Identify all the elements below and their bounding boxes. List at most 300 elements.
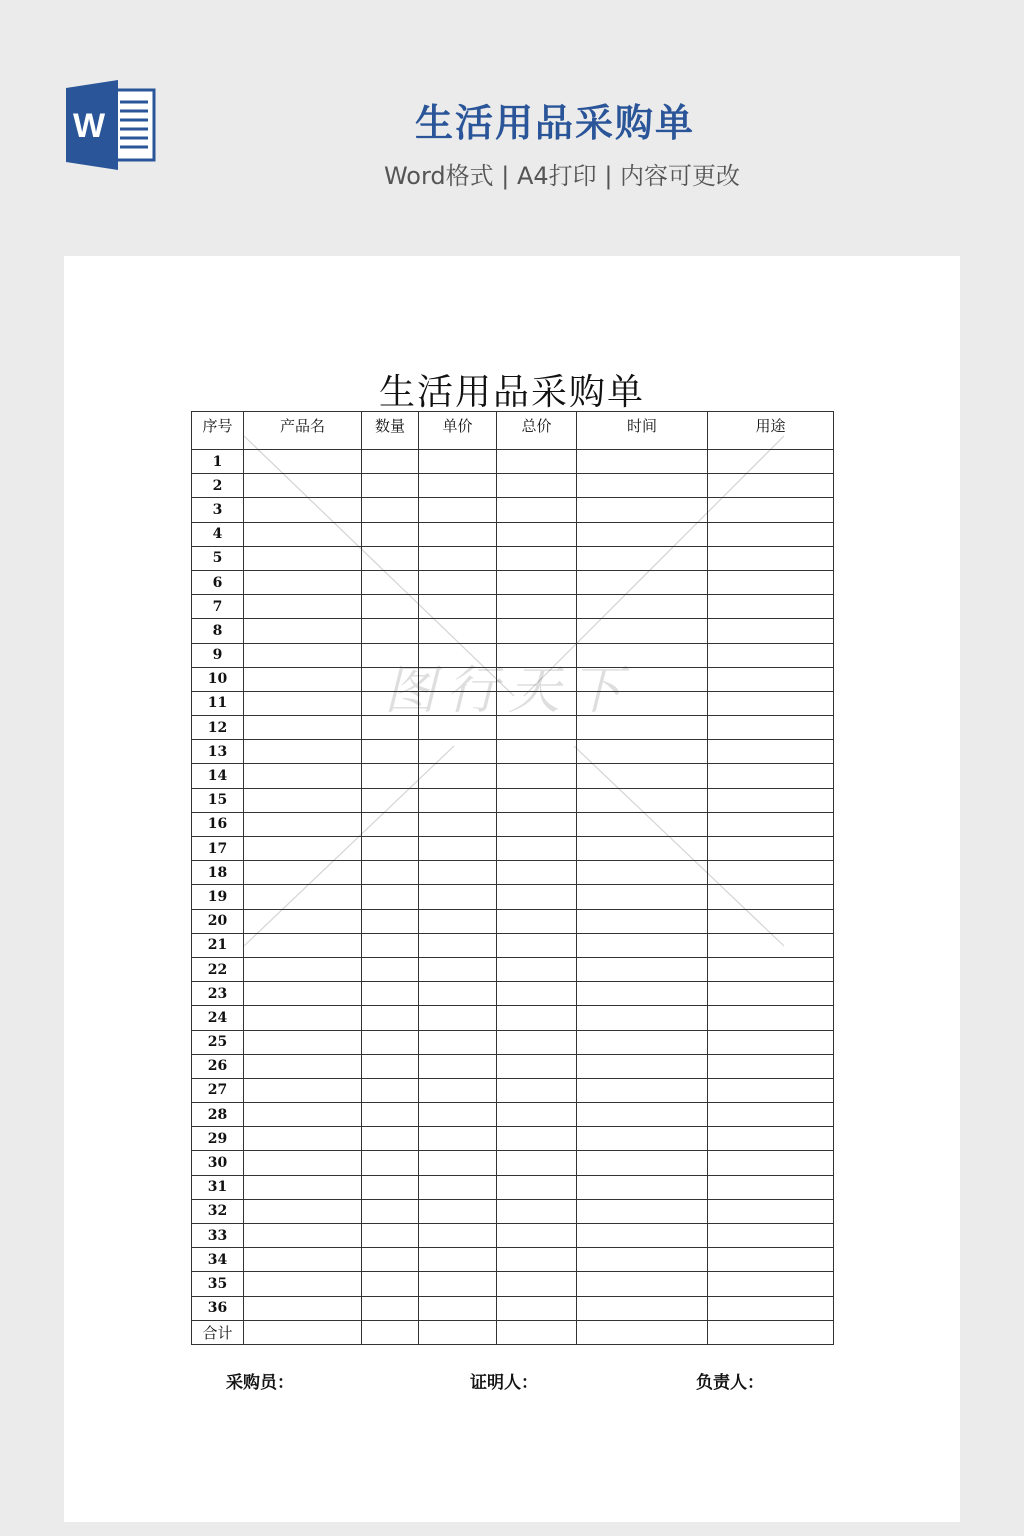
table-cell[interactable] — [497, 667, 577, 691]
row-number: 11 — [192, 691, 244, 715]
table-cell[interactable] — [577, 1224, 708, 1248]
table-cell[interactable] — [244, 837, 362, 861]
table-cell[interactable] — [419, 1224, 497, 1248]
table-cell[interactable] — [708, 861, 834, 885]
table-cell[interactable] — [362, 788, 419, 812]
table-cell[interactable] — [419, 691, 497, 715]
table-cell[interactable] — [362, 933, 419, 957]
table-cell[interactable] — [708, 909, 834, 933]
table-cell[interactable] — [244, 643, 362, 667]
table-cell[interactable] — [362, 1199, 419, 1223]
table-cell[interactable] — [708, 764, 834, 788]
table-cell[interactable] — [244, 1078, 362, 1102]
table-cell[interactable] — [577, 498, 708, 522]
table-cell[interactable] — [419, 788, 497, 812]
table-cell[interactable] — [577, 667, 708, 691]
table-cell[interactable] — [419, 546, 497, 570]
row-number: 30 — [192, 1151, 244, 1175]
table-cell[interactable] — [497, 1054, 577, 1078]
table-cell[interactable] — [244, 546, 362, 570]
table-cell[interactable] — [244, 1151, 362, 1175]
table-cell[interactable] — [497, 740, 577, 764]
table-cell[interactable] — [577, 982, 708, 1006]
table-cell[interactable] — [362, 982, 419, 1006]
table-cell[interactable] — [708, 1175, 834, 1199]
table-cell[interactable] — [419, 1103, 497, 1127]
table-cell[interactable] — [497, 450, 577, 474]
table-cell[interactable] — [708, 933, 834, 957]
table-cell[interactable] — [497, 1199, 577, 1223]
table-cell[interactable] — [708, 957, 834, 981]
table-row — [192, 982, 834, 1006]
table-cell[interactable] — [577, 619, 708, 643]
table-cell[interactable] — [419, 643, 497, 667]
row-number: 31 — [192, 1175, 244, 1199]
svg-text:W: W — [72, 107, 106, 145]
table-cell[interactable] — [419, 1030, 497, 1054]
table-cell[interactable] — [497, 885, 577, 909]
table-cell[interactable] — [497, 643, 577, 667]
table-cell[interactable] — [244, 498, 362, 522]
table-cell[interactable] — [497, 764, 577, 788]
table-cell[interactable] — [708, 570, 834, 594]
table-cell[interactable] — [419, 1199, 497, 1223]
table-cell[interactable] — [708, 498, 834, 522]
watermark: 图行天下 — [384, 661, 633, 721]
table-cell[interactable] — [362, 1248, 419, 1272]
table-row — [192, 522, 834, 546]
table-cell[interactable] — [577, 885, 708, 909]
table-row — [192, 1054, 834, 1078]
row-number: 32 — [192, 1199, 244, 1223]
table-cell[interactable] — [244, 1127, 362, 1151]
row-number: 25 — [192, 1030, 244, 1054]
table-cell[interactable] — [497, 861, 577, 885]
table-cell[interactable] — [419, 595, 497, 619]
table-cell[interactable] — [244, 1103, 362, 1127]
table-cell[interactable] — [362, 957, 419, 981]
table-cell[interactable] — [244, 474, 362, 498]
row-number: 36 — [192, 1296, 244, 1320]
table-cell[interactable] — [708, 716, 834, 740]
table-cell[interactable] — [577, 1320, 708, 1344]
row-number: 15 — [192, 788, 244, 812]
table-row — [192, 1199, 834, 1223]
table-cell[interactable] — [419, 619, 497, 643]
table-cell[interactable] — [497, 933, 577, 957]
table-cell[interactable] — [419, 812, 497, 836]
table-cell[interactable] — [577, 1199, 708, 1223]
table-cell[interactable] — [497, 595, 577, 619]
table-cell[interactable] — [362, 1103, 419, 1127]
table-cell[interactable] — [708, 643, 834, 667]
table-cell[interactable] — [577, 570, 708, 594]
table-cell[interactable] — [577, 861, 708, 885]
table-cell[interactable] — [497, 546, 577, 570]
table-cell[interactable] — [497, 570, 577, 594]
table-cell[interactable] — [497, 1320, 577, 1344]
table-cell[interactable] — [362, 740, 419, 764]
row-number: 14 — [192, 764, 244, 788]
table-cell[interactable] — [244, 1054, 362, 1078]
table-cell[interactable] — [577, 957, 708, 981]
row-number: 5 — [192, 546, 244, 570]
table-cell[interactable] — [362, 1054, 419, 1078]
table-cell[interactable] — [362, 1272, 419, 1296]
table-row — [192, 450, 834, 474]
table-cell[interactable] — [419, 1320, 497, 1344]
table-cell[interactable] — [244, 982, 362, 1006]
row-number: 1 — [192, 450, 244, 474]
table-cell[interactable] — [708, 885, 834, 909]
table-cell[interactable] — [419, 522, 497, 546]
table-cell[interactable] — [708, 812, 834, 836]
table-cell[interactable] — [244, 1224, 362, 1248]
table-cell[interactable] — [497, 691, 577, 715]
table-cell[interactable] — [419, 885, 497, 909]
table-cell[interactable] — [708, 619, 834, 643]
table-cell[interactable] — [362, 643, 419, 667]
table-row — [192, 474, 834, 498]
table-cell[interactable] — [708, 1151, 834, 1175]
table-row — [192, 716, 834, 740]
column-header: 序号 — [192, 412, 244, 450]
table-cell[interactable] — [497, 1175, 577, 1199]
table-cell[interactable] — [708, 1127, 834, 1151]
table-row — [192, 933, 834, 957]
table-cell[interactable] — [577, 716, 708, 740]
table-cell[interactable] — [244, 764, 362, 788]
table-cell[interactable] — [244, 812, 362, 836]
table-cell[interactable] — [419, 837, 497, 861]
row-number: 33 — [192, 1224, 244, 1248]
row-number: 35 — [192, 1272, 244, 1296]
row-number: 21 — [192, 933, 244, 957]
table-cell[interactable] — [497, 982, 577, 1006]
table-row — [192, 1103, 834, 1127]
table-row — [192, 691, 834, 715]
table-cell[interactable] — [708, 740, 834, 764]
table-cell[interactable] — [244, 1320, 362, 1344]
row-number: 17 — [192, 837, 244, 861]
table-cell[interactable] — [419, 570, 497, 594]
table-cell[interactable] — [419, 909, 497, 933]
table-cell[interactable] — [419, 957, 497, 981]
table-cell[interactable] — [497, 1224, 577, 1248]
table-cell[interactable] — [497, 619, 577, 643]
table-cell[interactable] — [244, 909, 362, 933]
table-cell[interactable] — [577, 909, 708, 933]
table-cell[interactable] — [419, 1296, 497, 1320]
table-cell[interactable] — [244, 1030, 362, 1054]
table-cell[interactable] — [419, 450, 497, 474]
table-row — [192, 837, 834, 861]
table-cell[interactable] — [362, 595, 419, 619]
table-row — [192, 570, 834, 594]
table-cell[interactable] — [419, 1054, 497, 1078]
table-cell[interactable] — [497, 1103, 577, 1127]
table-cell[interactable] — [244, 1175, 362, 1199]
row-number: 27 — [192, 1078, 244, 1102]
table-cell[interactable] — [362, 667, 419, 691]
table-cell[interactable] — [497, 1078, 577, 1102]
table-cell[interactable] — [708, 788, 834, 812]
table-cell[interactable] — [244, 885, 362, 909]
row-number: 28 — [192, 1103, 244, 1127]
page-header — [0, 0, 1024, 256]
table-cell[interactable] — [577, 933, 708, 957]
table-cell[interactable] — [362, 1151, 419, 1175]
table-row — [192, 1272, 834, 1296]
table-cell[interactable] — [362, 1030, 419, 1054]
table-cell[interactable] — [362, 450, 419, 474]
table-cell[interactable] — [708, 837, 834, 861]
table-cell[interactable] — [708, 595, 834, 619]
table-cell[interactable] — [419, 982, 497, 1006]
table-cell[interactable] — [577, 643, 708, 667]
table-cell[interactable] — [244, 619, 362, 643]
table-cell[interactable] — [577, 1103, 708, 1127]
table-cell[interactable] — [419, 764, 497, 788]
table-cell[interactable] — [577, 764, 708, 788]
table-cell[interactable] — [419, 498, 497, 522]
table-cell[interactable] — [362, 716, 419, 740]
row-number: 2 — [192, 474, 244, 498]
table-header-row — [192, 412, 834, 450]
table-cell[interactable] — [708, 474, 834, 498]
table-cell[interactable] — [419, 740, 497, 764]
table-cell[interactable] — [497, 788, 577, 812]
table-cell[interactable] — [362, 691, 419, 715]
table-cell[interactable] — [708, 1320, 834, 1344]
table-cell[interactable] — [708, 546, 834, 570]
row-number: 19 — [192, 885, 244, 909]
table-cell[interactable] — [419, 1151, 497, 1175]
table-cell[interactable] — [497, 1272, 577, 1296]
column-header: 产品名 — [244, 412, 362, 450]
table-cell[interactable] — [362, 885, 419, 909]
table-cell[interactable] — [708, 1078, 834, 1102]
table-cell[interactable] — [244, 570, 362, 594]
table-row — [192, 764, 834, 788]
table-cell[interactable] — [577, 522, 708, 546]
table-cell[interactable] — [244, 1199, 362, 1223]
table-cell[interactable] — [244, 716, 362, 740]
table-cell[interactable] — [497, 837, 577, 861]
table-row — [192, 1078, 834, 1102]
table-cell[interactable] — [708, 1006, 834, 1030]
table-cell[interactable] — [419, 861, 497, 885]
table-cell[interactable] — [708, 1224, 834, 1248]
row-number: 26 — [192, 1054, 244, 1078]
witness-label: 证明人： — [470, 1373, 538, 1393]
table-cell[interactable] — [577, 1272, 708, 1296]
table-cell[interactable] — [708, 667, 834, 691]
table-cell[interactable] — [244, 740, 362, 764]
table-row — [192, 788, 834, 812]
table-cell[interactable] — [362, 909, 419, 933]
table-cell[interactable] — [497, 474, 577, 498]
table-cell[interactable] — [497, 957, 577, 981]
page-subtitle: Word格式 | A4打印 | 内容可更改 — [383, 162, 741, 190]
table-row — [192, 957, 834, 981]
buyer-label: 采购员： — [226, 1373, 294, 1393]
table-cell[interactable] — [577, 740, 708, 764]
table-cell[interactable] — [419, 1127, 497, 1151]
table-cell[interactable] — [577, 788, 708, 812]
table-cell[interactable] — [362, 1006, 419, 1030]
table-cell[interactable] — [362, 837, 419, 861]
table-cell[interactable] — [708, 1248, 834, 1272]
table-cell[interactable] — [577, 1078, 708, 1102]
table-cell[interactable] — [244, 957, 362, 981]
document-title: 生活用品采购单 — [378, 372, 645, 413]
table-cell[interactable] — [708, 691, 834, 715]
table-cell[interactable] — [497, 1296, 577, 1320]
table-cell[interactable] — [708, 1199, 834, 1223]
table-cell[interactable] — [244, 1248, 362, 1272]
table-row — [192, 1030, 834, 1054]
row-number: 10 — [192, 667, 244, 691]
table-cell[interactable] — [577, 450, 708, 474]
table-cell[interactable] — [708, 982, 834, 1006]
table-cell[interactable] — [497, 812, 577, 836]
table-cell[interactable] — [362, 522, 419, 546]
table-cell[interactable] — [577, 474, 708, 498]
row-number: 3 — [192, 498, 244, 522]
table-row — [192, 1248, 834, 1272]
total-label: 合计 — [192, 1320, 244, 1344]
table-cell[interactable] — [497, 1127, 577, 1151]
table-row — [192, 812, 834, 836]
table-cell[interactable] — [244, 1272, 362, 1296]
table-cell[interactable] — [362, 1224, 419, 1248]
table-cell[interactable] — [497, 1030, 577, 1054]
table-cell[interactable] — [362, 1175, 419, 1199]
table-cell[interactable] — [577, 1030, 708, 1054]
table-cell[interactable] — [419, 474, 497, 498]
column-header: 数量 — [362, 412, 419, 450]
purchase-table — [191, 411, 834, 1345]
row-number: 4 — [192, 522, 244, 546]
row-number: 20 — [192, 909, 244, 933]
table-cell[interactable] — [362, 764, 419, 788]
table-row — [192, 1127, 834, 1151]
row-number: 7 — [192, 595, 244, 619]
table-cell[interactable] — [244, 1296, 362, 1320]
table-cell[interactable] — [577, 595, 708, 619]
table-cell[interactable] — [419, 1248, 497, 1272]
table-cell[interactable] — [244, 1006, 362, 1030]
table-cell[interactable] — [362, 812, 419, 836]
table-cell[interactable] — [577, 1127, 708, 1151]
table-cell[interactable] — [577, 1248, 708, 1272]
row-number: 29 — [192, 1127, 244, 1151]
table-cell[interactable] — [244, 691, 362, 715]
table-cell[interactable] — [244, 667, 362, 691]
table-cell[interactable] — [362, 1320, 419, 1344]
table-cell[interactable] — [497, 1151, 577, 1175]
table-cell[interactable] — [577, 1054, 708, 1078]
table-row — [192, 861, 834, 885]
table-cell[interactable] — [708, 1296, 834, 1320]
total-row — [192, 1320, 834, 1344]
table-cell[interactable] — [708, 1272, 834, 1296]
table-row — [192, 1006, 834, 1030]
table-cell[interactable] — [362, 498, 419, 522]
table-cell[interactable] — [577, 1006, 708, 1030]
table-cell[interactable] — [362, 1296, 419, 1320]
table-cell[interactable] — [577, 691, 708, 715]
page-title: 生活用品采购单 — [414, 101, 695, 145]
table-cell[interactable] — [497, 716, 577, 740]
row-number: 6 — [192, 570, 244, 594]
table-cell[interactable] — [577, 1175, 708, 1199]
row-number: 24 — [192, 1006, 244, 1030]
table-cell[interactable] — [708, 522, 834, 546]
table-cell[interactable] — [362, 474, 419, 498]
table-cell[interactable] — [362, 546, 419, 570]
row-number: 16 — [192, 812, 244, 836]
table-cell[interactable] — [362, 619, 419, 643]
table-cell[interactable] — [577, 546, 708, 570]
table-cell[interactable] — [708, 1054, 834, 1078]
table-cell[interactable] — [419, 1175, 497, 1199]
table-cell[interactable] — [419, 667, 497, 691]
table-cell[interactable] — [497, 522, 577, 546]
table-cell[interactable] — [244, 522, 362, 546]
table-cell[interactable] — [362, 1078, 419, 1102]
table-cell[interactable] — [708, 1103, 834, 1127]
table-cell[interactable] — [419, 1006, 497, 1030]
table-cell[interactable] — [244, 788, 362, 812]
table-cell[interactable] — [497, 1006, 577, 1030]
table-row — [192, 1151, 834, 1175]
table-cell[interactable] — [244, 861, 362, 885]
table-row — [192, 667, 834, 691]
table-cell[interactable] — [497, 1248, 577, 1272]
column-header: 时间 — [577, 412, 708, 450]
table-cell[interactable] — [419, 1272, 497, 1296]
table-row — [192, 740, 834, 764]
table-row — [192, 546, 834, 570]
row-number: 9 — [192, 643, 244, 667]
table-cell[interactable] — [419, 933, 497, 957]
table-cell[interactable] — [497, 909, 577, 933]
row-number: 34 — [192, 1248, 244, 1272]
table-row — [192, 885, 834, 909]
table-cell[interactable] — [497, 498, 577, 522]
table-row — [192, 1296, 834, 1320]
table-row — [192, 1175, 834, 1199]
table-cell[interactable] — [708, 1030, 834, 1054]
table-cell[interactable] — [577, 812, 708, 836]
table-cell[interactable] — [362, 1127, 419, 1151]
table-cell[interactable] — [577, 1296, 708, 1320]
row-number: 18 — [192, 861, 244, 885]
table-cell[interactable] — [244, 933, 362, 957]
table-cell[interactable] — [244, 595, 362, 619]
table-cell[interactable] — [577, 1151, 708, 1175]
table-cell[interactable] — [244, 450, 362, 474]
table-row — [192, 1224, 834, 1248]
table-cell[interactable] — [419, 1078, 497, 1102]
table-cell[interactable] — [362, 861, 419, 885]
table-cell[interactable] — [362, 570, 419, 594]
table-cell[interactable] — [419, 716, 497, 740]
table-cell[interactable] — [577, 837, 708, 861]
table-cell[interactable] — [708, 450, 834, 474]
